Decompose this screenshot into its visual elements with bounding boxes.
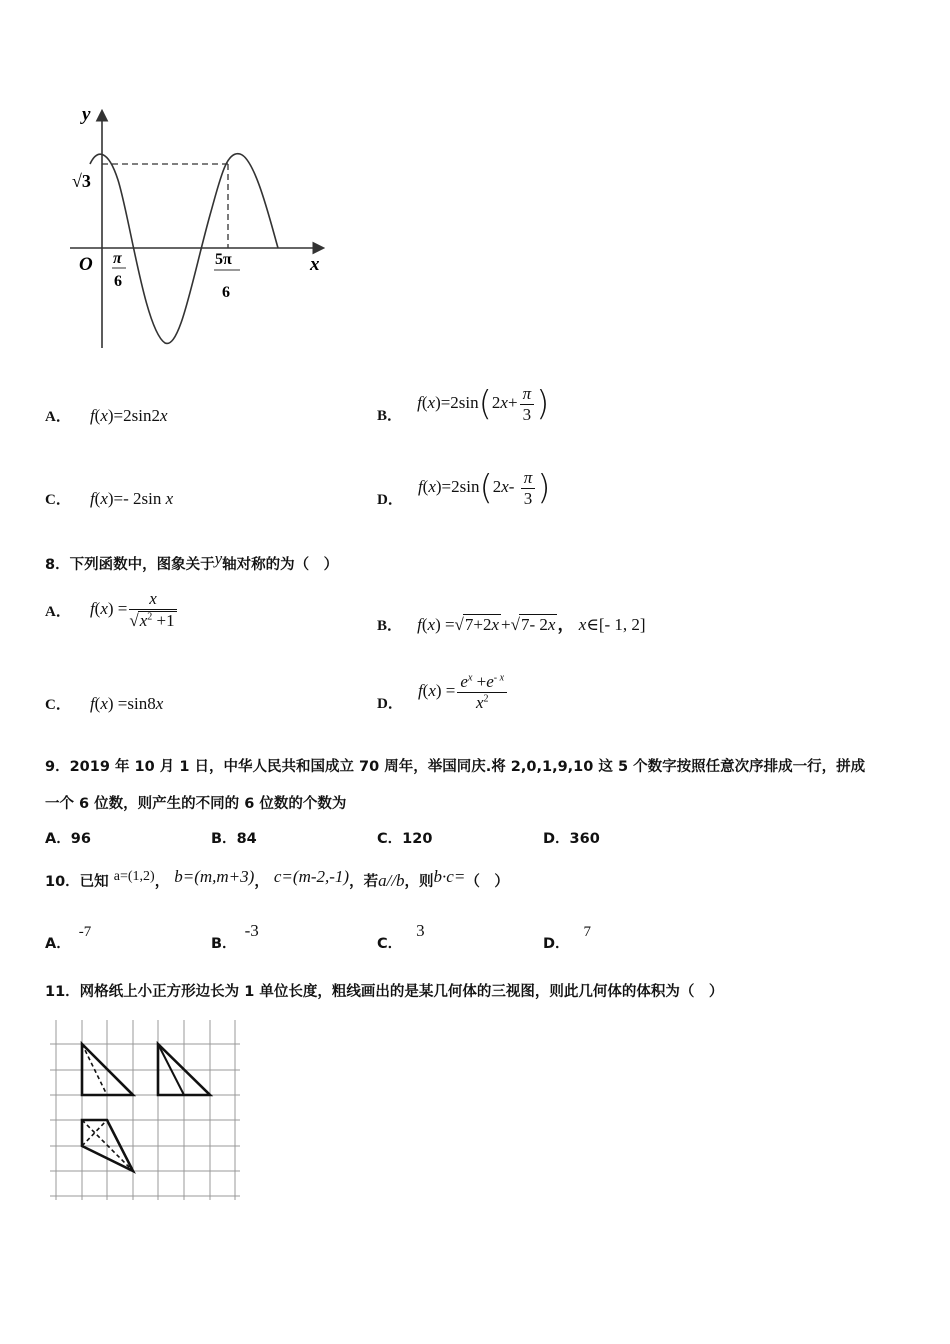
q8-option-c[interactable] <box>45 693 163 714</box>
q10-vec-a: a=(1,2) <box>113 869 155 884</box>
option-formula: f(x) =sin8x <box>89 694 164 713</box>
option-label: C． <box>377 831 403 847</box>
x-axis-label: x <box>310 254 320 275</box>
q7-option-b[interactable] <box>377 385 549 424</box>
q10-expr: b·c= <box>433 867 466 886</box>
q9-option-a[interactable] <box>45 827 91 848</box>
option-label: A． <box>45 409 71 425</box>
sine-graph <box>60 100 340 355</box>
q10-stem <box>45 867 509 891</box>
q10-then: ，则 <box>404 874 434 890</box>
option-formula: f(x)=2sin2x <box>89 406 168 425</box>
option-text: -3 <box>244 921 259 940</box>
option-label: B． <box>211 831 237 847</box>
q10-option-a[interactable] <box>45 920 92 952</box>
option-label: C． <box>45 697 71 713</box>
option-formula: f(x) = $\frac{e^x +e^{- x}}{x^2}$ <box>418 681 509 700</box>
option-text: 120 <box>402 831 433 847</box>
option-label: D． <box>377 492 403 509</box>
option-label: A． <box>45 936 71 952</box>
option-label: D． <box>543 831 570 847</box>
option-formula: f(x)=2sin(2x+ $\frac{\pi}{3}$ ) <box>417 384 550 425</box>
q10-option-b[interactable] <box>211 920 259 952</box>
option-label: B． <box>377 408 403 425</box>
tick-5pi6-num: 5π <box>215 251 232 268</box>
q9-option-b[interactable] <box>211 827 257 848</box>
q10-stem-post: （ ） <box>465 874 509 890</box>
option-label: A． <box>45 603 71 620</box>
q10-vec-c: c=(m-2,-1) <box>273 867 350 886</box>
q8-option-a[interactable] <box>45 590 179 630</box>
tick-pi6-den: 6 <box>114 273 122 290</box>
q10-sep1: ， <box>154 874 170 890</box>
three-view-grid <box>50 1020 245 1205</box>
q10-sep2: ， <box>254 874 269 890</box>
grid-lines <box>50 1020 240 1200</box>
q10-option-d[interactable] <box>543 920 592 952</box>
q10-if: ，若 <box>349 874 379 890</box>
sqrt3-label: √3 <box>72 171 91 191</box>
option-label: A． <box>45 831 71 847</box>
q8-stem <box>45 549 339 574</box>
option-label: B． <box>377 618 403 634</box>
q8-stem-pre: 8．下列函数中，图象关于 <box>45 557 215 573</box>
q10-vec-b: b=(m,m+3) <box>174 867 255 886</box>
q10-option-c[interactable] <box>377 920 425 952</box>
q9-stem-line1: 9．2019 年 10 月 1 日，中华人民共和国成立 70 周年，举国同庆.将 2,0,1,9,10 这 5 个数字按照任意次序排成一行，拼成 <box>45 759 866 775</box>
option-label: D． <box>543 936 570 952</box>
option-text: 360 <box>569 831 600 847</box>
q8-stem-var: y <box>214 549 223 568</box>
q8-option-b[interactable] <box>377 610 646 635</box>
option-label: C． <box>45 492 71 508</box>
option-text: 96 <box>70 831 91 847</box>
option-formula: f(x) = $\frac{x}{√x^2 +1}$ <box>89 589 175 630</box>
q7-option-c[interactable] <box>45 488 173 509</box>
q11-stem: 11．网格纸上小正方形边长为 1 单位长度，粗线画出的是某几何体的三视图，则此几何体的体积为（ ） <box>45 984 724 1000</box>
option-formula: f(x) =√7+2x +√7- 2x ， x∈[- 1, 2] <box>417 615 646 634</box>
q7-option-d[interactable] <box>377 469 551 508</box>
option-formula: f(x)=2sin(2x- $\frac{\pi}{3}$ ) <box>417 468 551 509</box>
tick-5pi6-den: 6 <box>222 284 230 301</box>
tick-pi6-num: π <box>113 250 122 267</box>
q9-stem-line2: 一个 6 位数，则产生的不同的 6 位数的个数为 <box>45 796 347 812</box>
q10-cond: a//b <box>378 871 405 890</box>
y-axis-label: y <box>82 104 91 125</box>
option-text: -7 <box>78 924 92 940</box>
q7-option-a[interactable] <box>45 405 168 426</box>
option-formula: f(x)=- 2sin x <box>89 489 174 508</box>
option-label: C． <box>377 936 403 952</box>
q9-option-c[interactable] <box>377 827 432 848</box>
q9-option-d[interactable] <box>543 827 600 848</box>
q8-option-d[interactable] <box>377 673 509 712</box>
q8-stem-post: 轴对称的为（ ） <box>222 557 339 573</box>
q10-stem-pre: 10．已知 <box>45 874 109 890</box>
option-text: 84 <box>236 831 257 847</box>
origin-label: O <box>79 254 93 275</box>
option-text: 7 <box>583 924 592 940</box>
option-label: B． <box>211 936 237 952</box>
option-label: D． <box>377 696 403 713</box>
option-text: 3 <box>416 921 425 940</box>
